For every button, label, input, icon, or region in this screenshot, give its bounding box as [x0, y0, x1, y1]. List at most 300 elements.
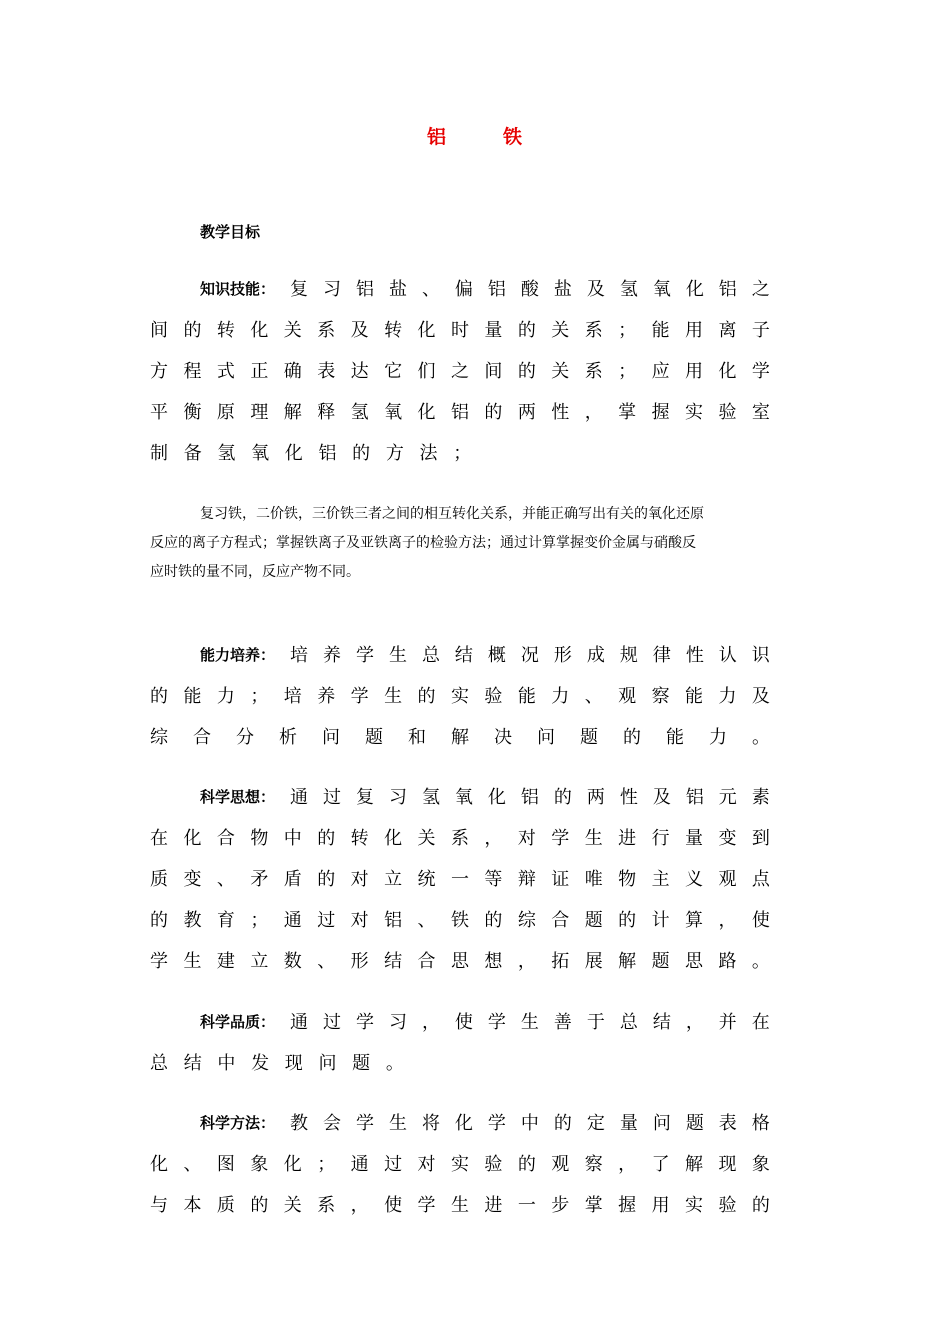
line-char: 铝	[520, 787, 539, 808]
line-char: 元	[718, 787, 737, 808]
line-char: 及	[751, 686, 770, 707]
line-char: 将	[421, 1113, 440, 1134]
line-char: 化	[250, 320, 269, 341]
line-char: 认	[718, 645, 737, 666]
line-char: 化	[685, 279, 704, 300]
knowledge-section	[150, 269, 770, 474]
line-char: 学	[417, 1195, 436, 1216]
line-char: 问	[537, 727, 555, 748]
section-line	[150, 818, 770, 859]
line-char: 过	[384, 1154, 403, 1175]
line-char: 题	[651, 951, 670, 972]
section-line	[150, 676, 770, 717]
line-char: 用	[685, 320, 703, 341]
line-char: 量	[484, 320, 503, 341]
line-char: 结	[652, 1012, 671, 1033]
line-char: 的	[517, 320, 536, 341]
line-char: 格	[751, 1113, 770, 1134]
line-char: 释	[317, 402, 336, 423]
line-char: 方	[150, 361, 168, 382]
line-char: 关	[551, 320, 570, 341]
line-char: 于	[586, 1012, 605, 1033]
section-label: 科学思想：	[200, 788, 276, 806]
line-char: 及	[586, 279, 605, 300]
line-char: 观	[718, 869, 737, 890]
line-char: 实	[450, 1154, 469, 1175]
line-char: 使	[751, 910, 770, 931]
line-char: 对	[517, 828, 536, 849]
line-char: 法	[419, 443, 438, 464]
line-char: 氧	[251, 443, 270, 464]
line-char: 通	[350, 1154, 369, 1175]
line-char: 能	[517, 686, 536, 707]
thought-section	[150, 777, 770, 982]
line-char: 图	[216, 1154, 235, 1175]
line-char: 铝	[450, 402, 469, 423]
line-char: 培	[290, 645, 308, 666]
line-char: 结	[183, 1053, 202, 1074]
line-char: 学	[150, 951, 168, 972]
line-char: 力	[216, 686, 235, 707]
line-char: 会	[322, 1113, 341, 1134]
line-char: 盐	[553, 279, 572, 300]
line-char: 素	[751, 787, 770, 808]
line-char: 的	[751, 1195, 770, 1216]
line-char: 察	[584, 1154, 603, 1175]
line-char: 通	[290, 1012, 308, 1033]
line-char: 成	[586, 645, 605, 666]
section-line	[150, 900, 770, 941]
line-char: 生	[584, 828, 603, 849]
line-char: 力	[718, 686, 737, 707]
line-char: 合	[193, 727, 211, 748]
line-char: 点	[751, 869, 770, 890]
line-char: ，	[618, 1154, 637, 1175]
line-char: 对	[350, 910, 369, 931]
line-char: 性	[685, 645, 704, 666]
line-char: 学	[350, 686, 369, 707]
line-char: 间	[484, 361, 503, 382]
line-char: 的	[150, 910, 168, 931]
line-char: 理	[250, 402, 269, 423]
line-char: 化	[183, 828, 202, 849]
line-char: 和	[408, 727, 426, 748]
line-char: 形	[350, 951, 369, 972]
line-char: 质	[216, 1195, 235, 1216]
line-char: 的	[317, 869, 336, 890]
line-char: 一	[450, 869, 469, 890]
line-char: 的	[553, 787, 572, 808]
line-char: 综	[150, 727, 168, 748]
line-char: 关	[417, 828, 436, 849]
line-char: 铝	[487, 279, 506, 300]
line-char: 立	[250, 951, 269, 972]
line-char: 及	[652, 787, 671, 808]
line-char: 转	[350, 828, 369, 849]
line-char: 题	[685, 1113, 704, 1134]
line-char: 验	[484, 1154, 503, 1175]
line-char: 确	[283, 361, 302, 382]
line-char: 总	[421, 645, 440, 666]
line-char: 化	[283, 1154, 302, 1175]
line-char: 合	[551, 910, 570, 931]
line-char: 化	[284, 443, 303, 464]
line-char: 过	[322, 1012, 341, 1033]
line-char: 的	[618, 910, 637, 931]
line-char: 立	[384, 869, 403, 890]
line-char: 育	[216, 910, 235, 931]
line-char: 表	[317, 361, 336, 382]
line-char: 化	[718, 361, 737, 382]
line-char: 过	[322, 787, 341, 808]
section-line	[150, 392, 770, 433]
line-char: 的	[150, 686, 168, 707]
line-char: 铝	[355, 279, 374, 300]
line-char: 观	[618, 686, 637, 707]
line-char: ，	[584, 402, 603, 423]
line-char: 察	[651, 686, 670, 707]
line-char: 能	[651, 320, 670, 341]
line-char: 原	[216, 402, 235, 423]
line-char: 盐	[388, 279, 407, 300]
line-char: 量	[685, 828, 703, 849]
line-char: 结	[454, 645, 473, 666]
line-char: 系	[450, 828, 469, 849]
line-char: 习	[388, 787, 407, 808]
line-char: 行	[651, 828, 670, 849]
line-char: 通	[283, 910, 302, 931]
line-char: 的	[484, 402, 503, 423]
line-char: 等	[484, 869, 503, 890]
line-char: 备	[183, 443, 202, 464]
line-char: 系	[584, 320, 603, 341]
title-part-2: 铁	[503, 126, 524, 148]
title-part-1: 铝	[426, 126, 447, 148]
line-char: 化	[417, 402, 436, 423]
line-char: ；	[317, 1154, 336, 1175]
line-char: 养	[317, 686, 336, 707]
line-char: 、	[417, 910, 436, 931]
line-char: 象	[751, 1154, 770, 1175]
line-char: 性	[551, 402, 570, 423]
line-char: 习	[322, 279, 341, 300]
line-char: ；	[618, 361, 637, 382]
line-char: 总	[619, 1012, 638, 1033]
line-char: 质	[150, 869, 168, 890]
ability-section	[150, 635, 770, 758]
line-char: 用	[685, 361, 703, 382]
line-char: 教	[183, 910, 202, 931]
line-char: 力	[551, 686, 570, 707]
line-char: 本	[183, 1195, 202, 1216]
line-char: 氧	[652, 279, 671, 300]
line-char: 中	[283, 828, 302, 849]
line-char: ，	[484, 828, 503, 849]
line-char: 铝	[318, 443, 337, 464]
line-char: 问	[318, 1053, 337, 1074]
line-char: 的	[553, 1113, 572, 1134]
line-char: 问	[322, 727, 340, 748]
section-line	[150, 1144, 770, 1185]
line-char: 主	[651, 869, 670, 890]
line-char: 了	[651, 1154, 670, 1175]
line-char: 性	[619, 787, 638, 808]
line-char: ；	[453, 443, 472, 464]
line-char: 培	[283, 686, 302, 707]
line-char: 解	[283, 402, 302, 423]
line-char: 化	[150, 1154, 168, 1175]
method-section	[150, 1103, 770, 1226]
section-heading: 教学目标	[200, 223, 261, 241]
line-char: 思	[450, 951, 469, 972]
line-char: 数	[283, 951, 302, 972]
line-char: 氢	[350, 402, 369, 423]
section-line	[150, 635, 770, 676]
line-char: 、	[216, 869, 235, 890]
line-char: 子	[751, 320, 770, 341]
line-char: 现	[718, 1154, 737, 1175]
line-char: 题	[365, 727, 383, 748]
line-char: 转	[384, 320, 403, 341]
line-char: ，	[517, 951, 536, 972]
line-char: 生	[520, 1012, 539, 1033]
line-char: 过	[317, 910, 336, 931]
line-char: 室	[751, 402, 770, 423]
line-char: 象	[250, 1154, 269, 1175]
line-char: 关	[283, 320, 302, 341]
line-char: 学	[487, 1012, 506, 1033]
line-char: 复	[355, 787, 374, 808]
line-char: 间	[150, 320, 168, 341]
line-char: 系	[317, 1195, 336, 1216]
line-char: 用	[651, 1195, 670, 1216]
line-char: 解	[685, 1154, 703, 1175]
line-char: 氧	[384, 402, 403, 423]
line-char: 化	[417, 320, 436, 341]
line-char: 的	[517, 1154, 536, 1175]
line-char: 矛	[250, 869, 269, 890]
line-char: 决	[494, 727, 512, 748]
line-char: 握	[651, 402, 670, 423]
line-char: 形	[553, 645, 572, 666]
line-char: 辩	[517, 869, 536, 890]
line-char: 偏	[454, 279, 473, 300]
section-line	[150, 351, 770, 392]
line-char: 。	[385, 1053, 404, 1074]
line-char: 在	[751, 1012, 770, 1033]
line-char: 量	[619, 1113, 638, 1134]
line-char: 铁	[450, 910, 469, 931]
line-char: 学	[487, 1113, 506, 1134]
line-char: 唯	[584, 869, 603, 890]
section-line	[150, 310, 770, 351]
line-char: 的	[623, 727, 641, 748]
line-char: 识	[751, 645, 770, 666]
line-char: 习	[388, 1012, 407, 1033]
line-char: 概	[487, 645, 506, 666]
line-char: 关	[551, 361, 570, 382]
iron-paragraph	[150, 500, 805, 587]
line-char: 生	[388, 1113, 407, 1134]
line-char: 衡	[183, 402, 202, 423]
section-line	[150, 1103, 770, 1144]
line-char: 到	[751, 828, 770, 849]
section-label: 能力培养：	[200, 646, 276, 664]
line-char: 、	[421, 279, 440, 300]
line-char: 掌	[618, 402, 637, 423]
line-char: 应	[651, 361, 670, 382]
line-char: 盾	[283, 869, 302, 890]
line-char: 实	[450, 686, 469, 707]
line-char: 。	[752, 727, 770, 748]
line-char: 掌	[584, 1195, 603, 1216]
line-char: 计	[651, 910, 670, 931]
line-char: 规	[619, 645, 638, 666]
line-char: 中	[217, 1053, 236, 1074]
line-char: 合	[216, 828, 235, 849]
line-char: 算	[685, 910, 703, 931]
para-line: 应时铁的量不同，反应产物不同。	[150, 564, 360, 580]
para-line: 复习铁，二价铁，三价铁三者之间的相互转化关系，并能正确写出有关的氧化还原	[200, 506, 704, 522]
line-char: 善	[553, 1012, 572, 1033]
line-char: ；	[250, 910, 269, 931]
line-char: 表	[718, 1113, 737, 1134]
line-char: 。	[751, 951, 770, 972]
line-char: 现	[284, 1053, 303, 1074]
quality-section	[150, 1002, 770, 1084]
line-char: 观	[551, 1154, 570, 1175]
line-char: 验	[718, 1195, 737, 1216]
line-char: 能	[685, 686, 703, 707]
line-char: 之	[450, 361, 469, 382]
line-char: 的	[417, 686, 436, 707]
page-title	[0, 122, 950, 149]
line-char: 拓	[551, 951, 570, 972]
line-char: 及	[350, 320, 369, 341]
line-char: 学	[751, 361, 770, 382]
section-line	[150, 1185, 770, 1226]
line-char: 路	[718, 951, 737, 972]
line-char: 题	[584, 910, 603, 931]
line-char: 、	[584, 686, 603, 707]
line-char: 两	[517, 402, 536, 423]
line-char: 、	[317, 951, 336, 972]
line-char: 氢	[421, 787, 440, 808]
line-char: 建	[216, 951, 235, 972]
line-char: 、	[183, 1154, 202, 1175]
line-char: 时	[450, 320, 469, 341]
line-char: 的	[517, 361, 536, 382]
line-char: ，	[421, 1012, 440, 1033]
section-label: 科学方法：	[200, 1114, 276, 1132]
line-char: 的	[484, 910, 503, 931]
line-char: 达	[350, 361, 369, 382]
line-char: 化	[454, 1113, 473, 1134]
section-line	[150, 1043, 770, 1084]
line-char: 使	[454, 1012, 473, 1033]
line-char: 学	[551, 828, 570, 849]
line-char: 之	[751, 279, 770, 300]
line-char: 解	[451, 727, 469, 748]
line-char: 的	[352, 443, 371, 464]
line-char: 握	[618, 1195, 637, 1216]
line-char: 氢	[619, 279, 638, 300]
line-char: 进	[484, 1195, 503, 1216]
line-char: 物	[618, 869, 637, 890]
section-line	[150, 433, 770, 474]
line-char: 能	[666, 727, 684, 748]
line-char: 方	[385, 443, 404, 464]
line-char: 使	[384, 1195, 403, 1216]
line-char: 义	[685, 869, 703, 890]
line-char: 对	[350, 869, 369, 890]
line-char: 进	[618, 828, 637, 849]
line-char: 生	[183, 951, 202, 972]
line-char: 综	[517, 910, 536, 931]
line-char: 氢	[217, 443, 236, 464]
line-char: 的	[250, 1195, 269, 1216]
line-char: 力	[709, 727, 727, 748]
line-char: 证	[551, 869, 570, 890]
line-char: 合	[417, 951, 436, 972]
line-char: 物	[250, 828, 269, 849]
section-label: 科学品质：	[200, 1013, 276, 1031]
line-char: 发	[251, 1053, 270, 1074]
line-char: 况	[520, 645, 539, 666]
line-char: 在	[150, 828, 168, 849]
line-char: ；	[618, 320, 637, 341]
line-char: 系	[317, 320, 336, 341]
line-char: 生	[450, 1195, 469, 1216]
line-char: 两	[586, 787, 605, 808]
line-char: 关	[283, 1195, 302, 1216]
section-line	[150, 777, 770, 818]
line-char: 步	[551, 1195, 570, 1216]
line-char: 式	[216, 361, 235, 382]
line-char: ，	[718, 910, 737, 931]
line-char: 变	[718, 828, 737, 849]
line-char: 生	[384, 686, 403, 707]
line-char: 学	[355, 645, 374, 666]
line-char: 总	[150, 1053, 168, 1074]
line-char: 并	[718, 1012, 737, 1033]
line-char: 结	[384, 951, 403, 972]
line-char: 分	[236, 727, 254, 748]
line-char: 学	[355, 1113, 374, 1134]
line-char: 定	[586, 1113, 605, 1134]
line-char: 氧	[454, 787, 473, 808]
line-char: 转	[216, 320, 235, 341]
line-char: 析	[279, 727, 297, 748]
line-char: 铝	[685, 787, 704, 808]
line-char: 一	[517, 1195, 536, 1216]
line-char: 程	[183, 361, 202, 382]
line-char: 中	[520, 1113, 539, 1134]
line-char: 与	[150, 1195, 168, 1216]
line-char: 学	[355, 1012, 374, 1033]
line-char: 实	[685, 402, 703, 423]
line-char: 解	[618, 951, 637, 972]
line-char: 验	[484, 686, 503, 707]
line-char: ，	[685, 1012, 704, 1033]
line-char: 平	[150, 402, 168, 423]
line-char: 验	[718, 402, 737, 423]
line-char: 想	[484, 951, 503, 972]
line-char: 复	[290, 279, 308, 300]
line-char: 化	[487, 787, 506, 808]
line-char: 酸	[520, 279, 539, 300]
section-line	[150, 1002, 770, 1043]
